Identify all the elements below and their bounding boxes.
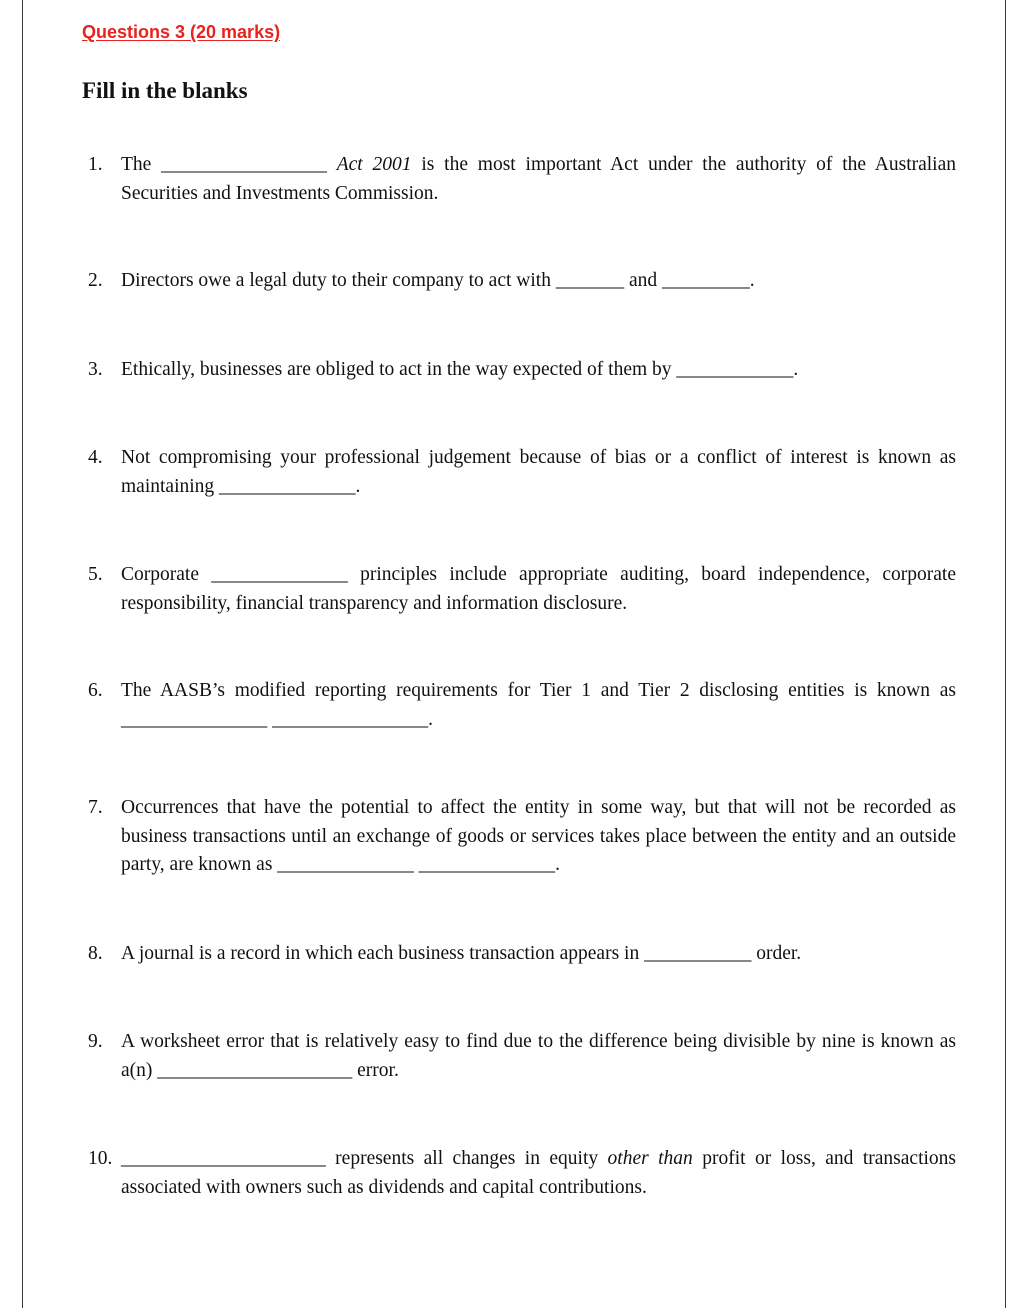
question-number: 5. — [88, 564, 103, 585]
question-number: 3. — [88, 359, 103, 380]
question-2 — [88, 267, 956, 296]
question-number: 8. — [88, 943, 103, 964]
question-number: 10. — [88, 1148, 113, 1169]
question-number: 7. — [88, 797, 103, 818]
question-6 — [88, 677, 956, 734]
question-text: A journal is a record in which each business transaction appears in ___________ order. — [121, 943, 802, 964]
question-text: Corporate ______________ principles include appropriate auditing, board independence, corporate responsibility, financial transparency and information disclosure. — [121, 564, 956, 614]
question-3 — [88, 356, 956, 385]
question-number: 4. — [88, 447, 103, 468]
question-text: Not compromising your professional judgement because of bias or a conflict of interest is known as maintaining ______________. — [121, 447, 956, 497]
question-number: 6. — [88, 680, 103, 701]
question-text: Ethically, businesses are obliged to act in the way expected of them by ____________. — [121, 359, 799, 380]
question-7 — [88, 794, 956, 880]
question-text: A worksheet error that is relatively easy to find due to the difference being divisible by nine is known as a(n) ____________________ error. — [121, 1031, 956, 1081]
question-number: 1. — [88, 154, 103, 175]
question-text: The _________________ Act 2001 is the most important Act under the authority of the Australian Securities and Investments Commission. — [121, 154, 956, 204]
question-number: 2. — [88, 270, 103, 291]
question-text: The AASB’s modified reporting requirements for Tier 1 and Tier 2 disclosing entities is known as _______________ ________________. — [121, 680, 956, 730]
question-number: 9. — [88, 1031, 103, 1052]
question-1 — [88, 151, 956, 208]
question-4 — [88, 444, 956, 501]
question-9 — [88, 1028, 956, 1085]
question-10 — [88, 1145, 956, 1202]
question-text: Occurrences that have the potential to affect the entity in some way, but that will not be recorded as business transactions until an exchange of goods or services takes place between the entity and an outside party, are known as ______________ ______________. — [121, 797, 956, 875]
page-heading: Fill in the blanks — [82, 78, 248, 103]
section-title: Questions 3 (20 marks) — [82, 22, 281, 42]
question-8 — [88, 940, 956, 969]
question-5 — [88, 561, 956, 618]
question-text: Directors owe a legal duty to their company to act with _______ and _________. — [121, 270, 755, 291]
question-text: _____________________ represents all changes in equity other than profit or loss, and transactions associated with owners such as dividends and capital contributions. — [121, 1148, 956, 1198]
